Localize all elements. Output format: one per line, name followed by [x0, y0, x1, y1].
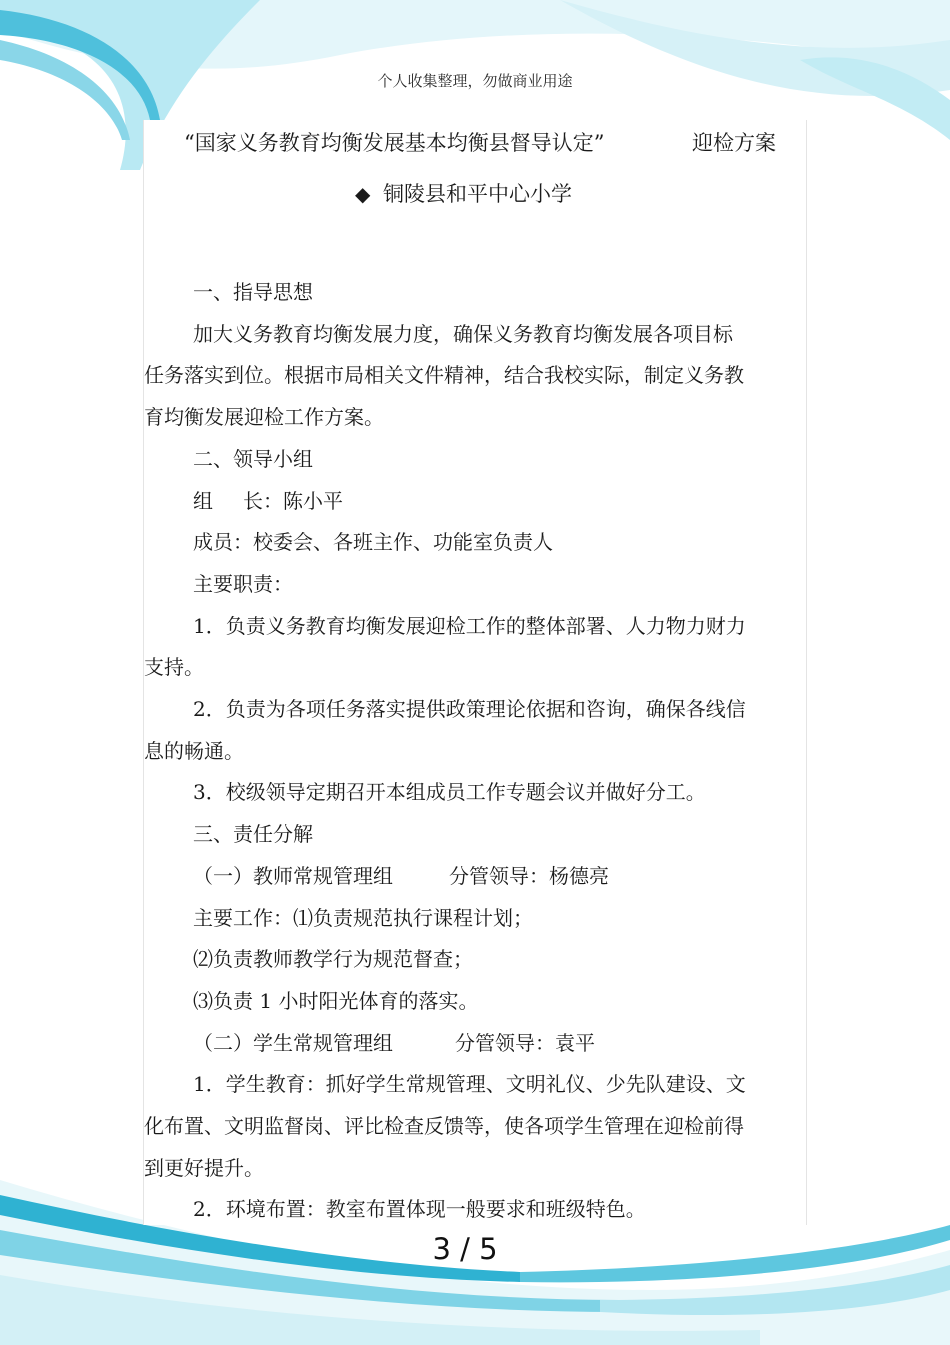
document-title-suffix: 迎检方案	[692, 131, 776, 155]
group-2-item-1-cont: 到更好提升。	[144, 1155, 264, 1180]
group-leader-value: 长：陈小平	[243, 488, 343, 513]
group-leader-label: 组	[193, 488, 213, 513]
paragraph-line: 加大义务教育均衡发展力度，确保义务教育均衡发展各项目标	[193, 321, 733, 346]
duty-item-2: 2．负责为各项任务落实提供政策理论依据和咨询，确保各线信	[193, 697, 746, 722]
document-title: “国家义务教育均衡发展基本均衡县督导认定”	[184, 131, 605, 155]
group-2-item-1: 1．学生教育：抓好学生常规管理、文明礼仪、少先队建设、文	[193, 1072, 746, 1097]
watermark-text: 个人收集整理，勿做商业用途	[377, 72, 573, 90]
page-number: 3 / 5	[432, 1232, 498, 1266]
group-2-item-1-cont: 化布置、文明监督岗、评比检查反馈等，使各项学生管理在迎检前得	[144, 1114, 744, 1139]
duty-item-1-cont: 支持。	[144, 655, 204, 680]
school-name: 铜陵县和平中心小学	[383, 182, 572, 206]
duty-item-2-cont: 息的畅通。	[144, 738, 244, 763]
duty-item-3: 3．校级领导定期召开本组成员工作专题会议并做好分工。	[193, 780, 706, 805]
section-heading-leadership-group: 二、领导小组	[193, 446, 313, 471]
group-2-item-2: 2．环境布置：教室布置体现一般要求和班级特色。	[193, 1197, 646, 1222]
group-1-item-2: ⑵负责教师教学行为规范督查；	[193, 947, 473, 972]
section-heading-responsibility: 三、责任分解	[193, 822, 313, 847]
section-heading-guiding-ideology: 一、指导思想	[193, 280, 313, 304]
group-1-name: （一）教师常规管理组	[193, 863, 393, 888]
diamond-bullet-icon: ◆	[355, 182, 371, 206]
duties-heading: 主要职责：	[193, 571, 293, 596]
group-leader-line	[144, 481, 776, 523]
paragraph-line: 育均衡发展迎检工作方案。	[144, 405, 384, 430]
group-1-work: 主要工作：⑴负责规范执行课程计划；	[193, 905, 533, 930]
group-2-name: （二）学生常规管理组	[193, 1030, 393, 1055]
members-line: 成员：校委会、各班主作、功能室负责人	[193, 530, 553, 555]
group-2-leader: 分管领导：袁平	[455, 1030, 595, 1055]
duty-item-1: 1．负责义务教育均衡发展迎检工作的整体部署、人力物力财力	[193, 613, 746, 638]
school-name-line	[355, 178, 572, 208]
group-1-item-3: ⑶负责 1 小时阳光体育的落实。	[193, 988, 479, 1013]
group-1-line	[144, 856, 776, 898]
group-2-line	[144, 1023, 776, 1065]
group-1-leader: 分管领导：杨德亮	[449, 863, 609, 888]
paragraph-line: 任务落实到位。根据市局相关文件精神，结合我校实际，制定义务教	[144, 363, 744, 388]
document-body	[144, 272, 776, 1231]
